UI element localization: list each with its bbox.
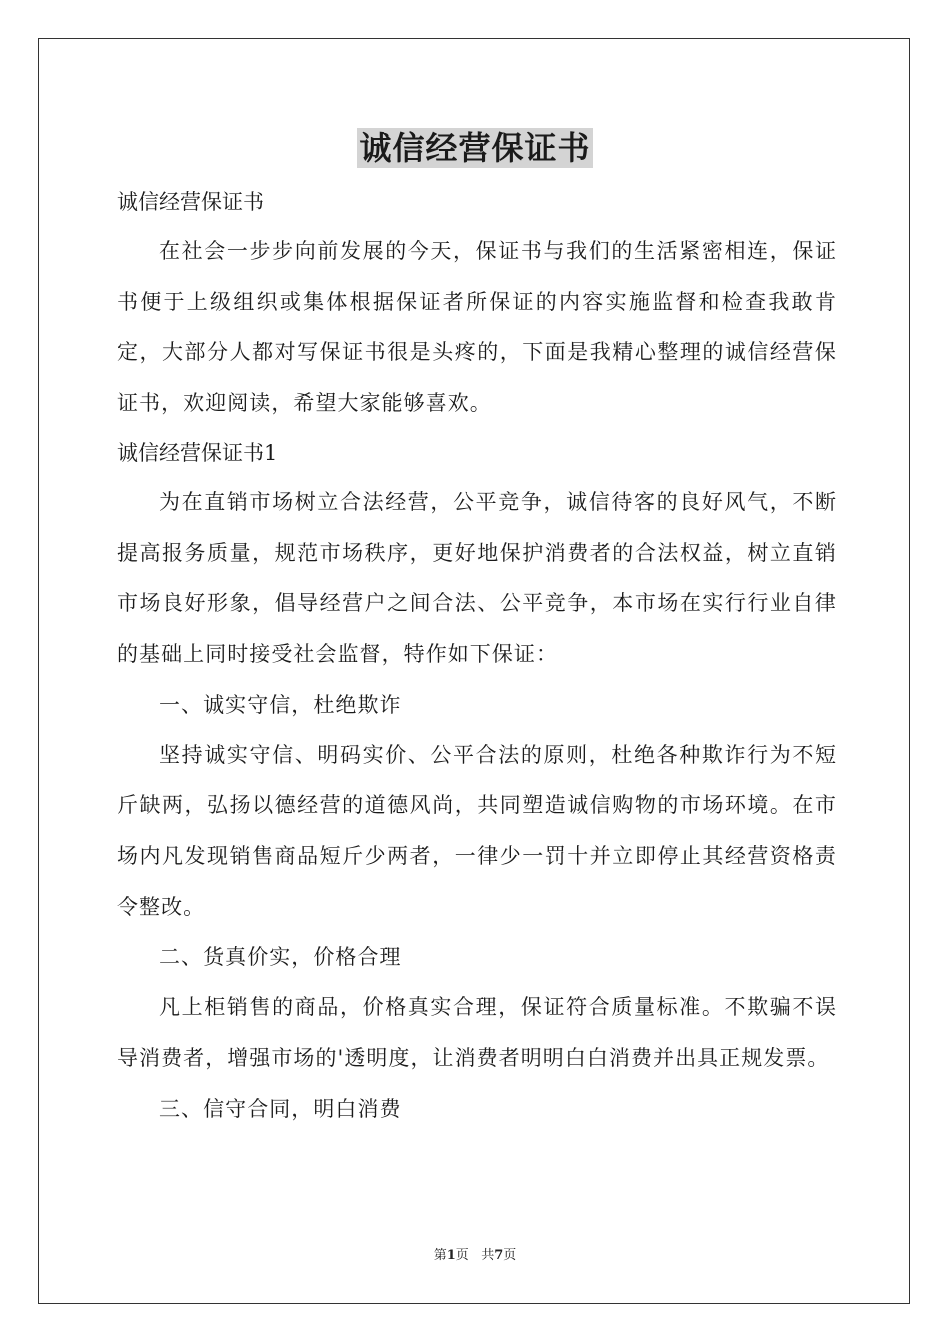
document-title: 诚信经营保证书 <box>359 129 591 167</box>
section-paragraph: 为在直销市场树立合法经营，公平竞争，诚信待客的良好风气，不断提高报务质量，规范市场秩序，更好地保护消费者的合法权益，树立直销市场良好形象，倡导经营户之间合法、公平竞争，本市场在实行行业自律的基础上同时接受社会监督，特作如下保证： <box>117 489 837 666</box>
item3-heading: 三、信守合同，明白消费 <box>159 1096 402 1121</box>
footer-page-suffix: 页 <box>455 1248 469 1263</box>
document-body <box>117 178 837 1134</box>
page-footer <box>0 1246 950 1266</box>
item1-heading: 一、诚实守信，杜绝欺诈 <box>159 692 402 717</box>
footer-total-suffix: 页 <box>503 1248 517 1263</box>
footer-page-number: 1 <box>446 1248 456 1263</box>
section-heading: 诚信经营保证书1 <box>117 440 278 465</box>
item1-paragraph: 坚持诚实守信、明码实价、公平合法的原则，杜绝各种欺诈行为不短斤缺两，弘扬以德经营的道德风尚，共同塑造诚信购物的市场环境。在市场内凡发现销售商品短斤少两者，一律少一罚十并立即停止其经营资格责令整改。 <box>117 742 837 919</box>
intro-paragraph: 在社会一步步向前发展的今天，保证书与我们的生活紧密相连，保证书便于上级组织或集体根据保证者所保证的内容实施监督和检查我敢肯定，大部分人都对写保证书很是头疼的，下面是我精心整理的诚信经营保证书，欢迎阅读，希望大家能够喜欢。 <box>117 239 837 416</box>
document-subtitle: 诚信经营保证书 <box>117 190 264 214</box>
footer-page-prefix: 第 <box>433 1248 447 1263</box>
title-container <box>0 128 950 168</box>
item2-paragraph: 凡上柜销售的商品，价格真实合理，保证符合质量标准。不欺骗不误导消费者，增强市场的'透明度，让消费者明明白白消费并出具正规发票。 <box>117 995 837 1071</box>
footer-total-prefix: 共 <box>481 1248 495 1263</box>
footer-total-pages: 7 <box>494 1248 504 1263</box>
item2-heading: 二、货真价实，价格合理 <box>159 945 402 970</box>
